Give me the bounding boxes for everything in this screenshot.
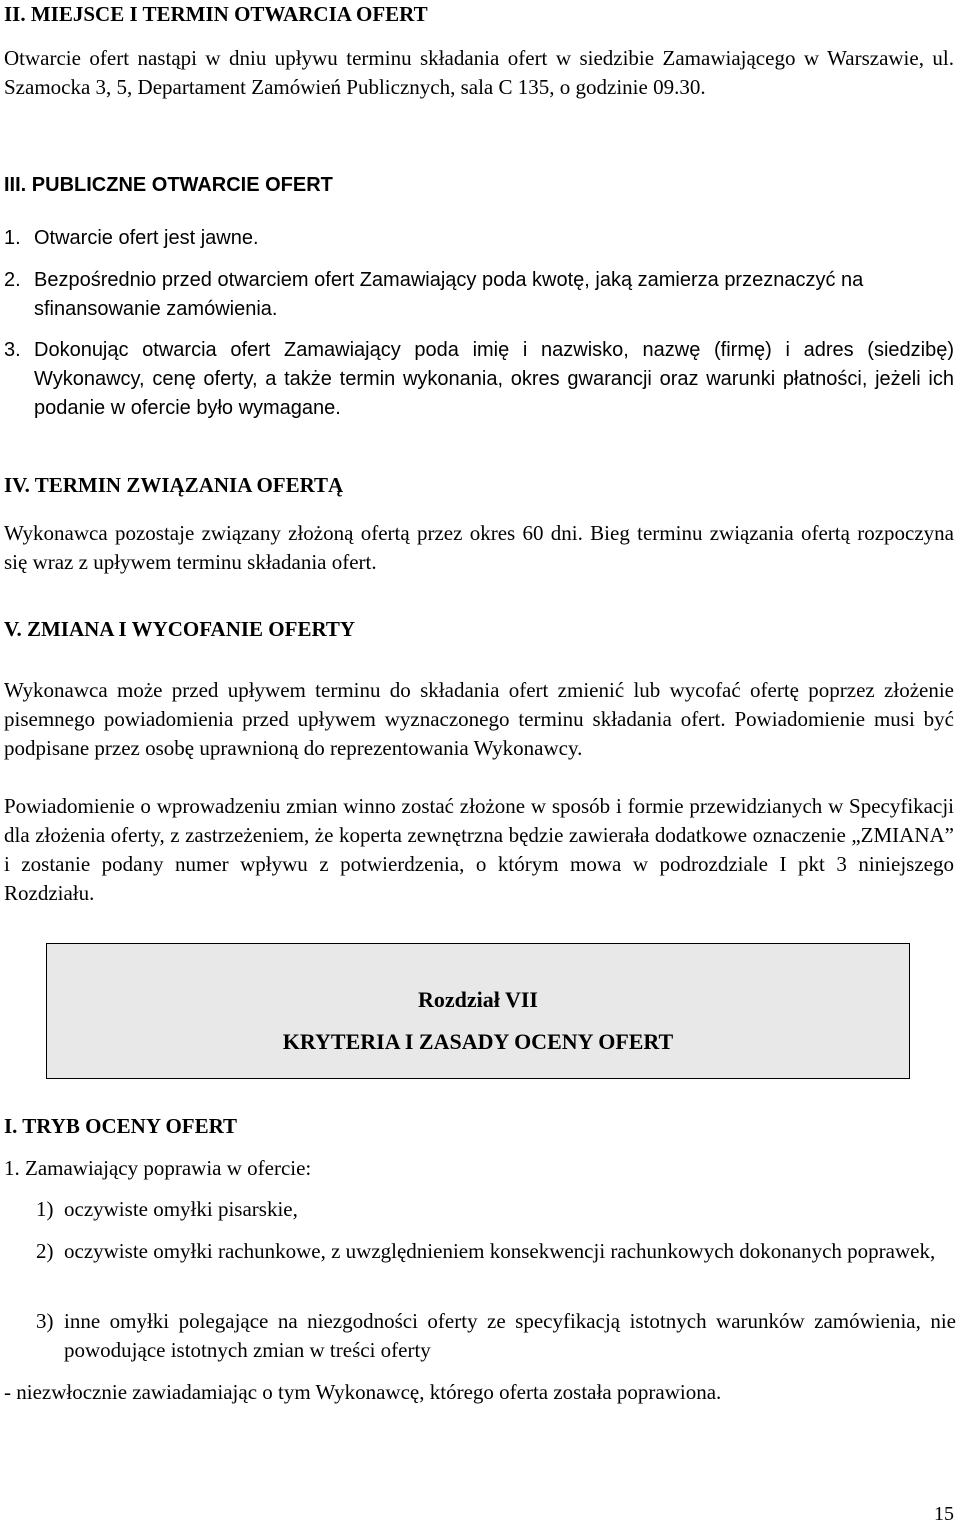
item-number: 3. <box>4 339 21 361</box>
section-v-paragraph-2: Powiadomienie o wprowadzeniu zmian winno zostać złożone w sposób i formie przewidzianych w Specyfikacji dla złożenia oferty, z zastrzeżeniem, że koperta zewnętrzna będzie zawierała dodatkowe oznaczenie „ZMIANA” i zostanie podany numer wpływu z potwierdzenia, o którym mowa w podrozdziale I pkt 3 niniejszego Rozdziału. <box>4 794 954 905</box>
section-v-heading: V. ZMIANA I WYCOFANIE OFERTY <box>4 617 356 641</box>
subitem-number: 3) <box>36 1309 54 1333</box>
subitem-number: 1) <box>36 1197 54 1221</box>
section-v-paragraph-1: Wykonawca może przed upływem terminu do składania ofert zmienić lub wycofać ofertę poprzez złożenie pisemnego powiadomienia przed upływem wyznaczonego terminu składania ofert. Powiadomienie musi być podpisane przez osobę uprawnioną do reprezentowania Wykonawcy. <box>4 678 954 760</box>
section-i-heading: I. TRYB OCENY OFERT <box>4 1114 238 1138</box>
section-ii-text: Otwarcie ofert nastąpi w dniu upływu terminu składania ofert w siedzibie Zamawiającego w Warszawie, ul. Szamocka 3, 5, Departament Zamówień Publicznych, sala C 135, o godzinie 09.30. <box>4 46 954 99</box>
chapter-title: Rozdział VII <box>418 987 538 1012</box>
subitem-1 <box>36 1195 956 1224</box>
page-number: 15 <box>934 1503 954 1525</box>
item-text: Otwarcie ofert jest jawne. <box>34 227 259 249</box>
item-text: Dokonując otwarcia ofert Zamawiający poda imię i nazwisko, nazwę (firmę) i adres (siedzibę) Wykonawcy, cenę oferty, a także termin wykonania, okres gwarancji oraz warunki płatności, jeżeli ich podanie w ofercie było wymagane. <box>34 339 954 419</box>
subitem-2 <box>36 1237 956 1266</box>
section-i-item-1: 1. Zamawiający poprawia w ofercie: <box>4 1156 312 1180</box>
section-iii-item-1 <box>4 224 954 253</box>
section-iii-heading: III. PUBLICZNE OTWARCIE OFERT <box>4 174 333 196</box>
item-number: 2. <box>4 269 21 291</box>
subitem-text: oczywiste omyłki pisarskie, <box>64 1197 298 1221</box>
section-ii-heading: II. MIEJSCE I TERMIN OTWARCIA OFERT <box>4 2 428 26</box>
item-number: 1. <box>4 227 21 249</box>
section-iv-heading: IV. TERMIN ZWIĄZANIA OFERTĄ <box>4 473 344 497</box>
subitem-text: inne omyłki polegające na niezgodności oferty ze specyfikacją istotnych warunków zamówienia, nie powodujące istotnych zmian w treści oferty <box>64 1309 956 1362</box>
section-iii-item-3 <box>4 336 954 423</box>
section-iv-text: Wykonawca pozostaje związany złożoną ofertą przez okres 60 dni. Bieg terminu związania ofertą rozpoczyna się wraz z upływem terminu składania ofert. <box>4 521 954 574</box>
item-text: Bezpośrednio przed otwarciem ofert Zamawiający poda kwotę, jaką zamierza przeznaczyć na sfinansowanie zamówienia. <box>34 269 864 320</box>
subitem-number: 2) <box>36 1239 54 1263</box>
chapter-subtitle: KRYTERIA I ZASADY OCENY OFERT <box>282 1029 674 1054</box>
section-i-closing: - niezwłocznie zawiadamiając o tym Wykonawcę, którego oferta została poprawiona. <box>4 1380 722 1404</box>
subitem-text: oczywiste omyłki rachunkowe, z uwzględnieniem konsekwencji rachunkowych dokonanych poprawek, <box>64 1239 936 1263</box>
section-iii-item-2 <box>4 266 954 324</box>
subitem-3 <box>36 1307 956 1365</box>
chapter-heading-box <box>46 943 910 1079</box>
